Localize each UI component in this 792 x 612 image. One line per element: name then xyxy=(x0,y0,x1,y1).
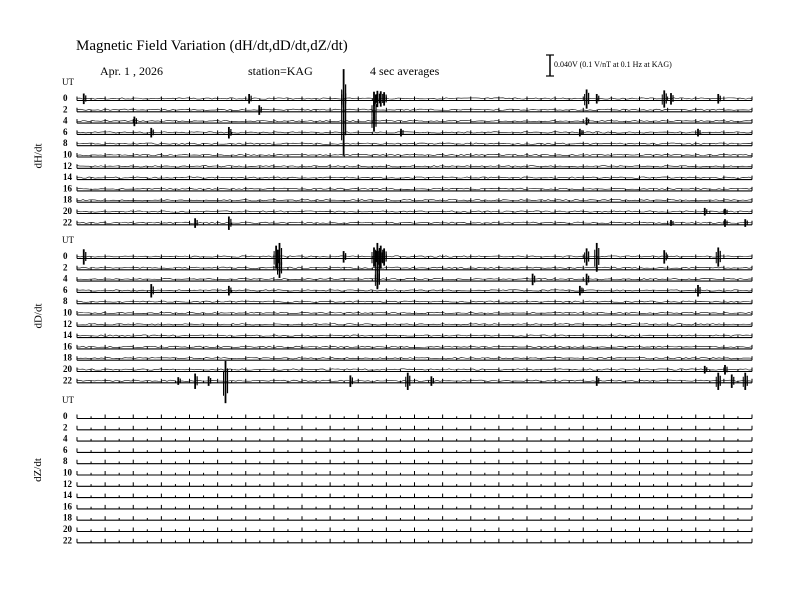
row-label: 8 xyxy=(63,296,68,307)
row-label: 8 xyxy=(63,138,68,149)
row-label: 14 xyxy=(63,490,72,501)
row-label: 16 xyxy=(63,501,72,512)
row-label: 12 xyxy=(63,160,72,171)
row-label: 22 xyxy=(63,535,72,546)
row-label: 16 xyxy=(63,183,72,194)
row-label: 14 xyxy=(63,172,72,183)
row-label: 16 xyxy=(63,341,72,352)
panel-title-dh: dH/dt xyxy=(32,143,45,169)
row-label: 6 xyxy=(63,444,68,455)
row-label: 18 xyxy=(63,512,72,523)
scale-label: 0.040V (0.1 V/nT at 0.1 Hz at KAG) xyxy=(554,60,672,69)
row-label: 2 xyxy=(63,422,68,433)
row-label: 14 xyxy=(63,330,72,341)
row-label: 12 xyxy=(63,478,72,489)
chart-date: Apr. 1 , 2026 xyxy=(100,64,163,78)
row-label: 4 xyxy=(63,273,68,284)
station-label: station=KAG xyxy=(248,64,313,78)
row-label: 22 xyxy=(63,217,72,228)
ut-label-2: UT xyxy=(62,395,74,405)
row-label: 4 xyxy=(63,115,68,126)
panel-title-dd: dD/dt xyxy=(32,303,45,329)
chart-title: Magnetic Field Variation (dH/dt,dD/dt,dZ/dt) xyxy=(76,38,348,54)
ut-label-0: UT xyxy=(62,77,74,87)
row-label: 18 xyxy=(63,194,72,205)
panel-title-dz: dZ/dt xyxy=(31,458,44,482)
row-label: 10 xyxy=(63,307,72,318)
row-label: 4 xyxy=(63,433,68,444)
row-label: 20 xyxy=(63,364,72,374)
row-label: 2 xyxy=(63,262,68,273)
row-label: 0 xyxy=(63,411,68,421)
row-label: 10 xyxy=(63,467,72,478)
ut-label-1: UT xyxy=(62,235,74,245)
row-label: 6 xyxy=(63,284,68,295)
row-label: 22 xyxy=(63,375,72,386)
row-label: 20 xyxy=(63,524,72,534)
row-label: 0 xyxy=(63,93,68,103)
row-label: 12 xyxy=(63,318,72,329)
row-label: 2 xyxy=(63,104,68,115)
row-label: 0 xyxy=(63,251,68,261)
row-label: 20 xyxy=(63,206,72,216)
row-label: 18 xyxy=(63,352,72,363)
row-label: 6 xyxy=(63,126,68,137)
row-label: 10 xyxy=(63,149,72,160)
row-label: 8 xyxy=(63,456,68,467)
averaging-label: 4 sec averages xyxy=(370,64,440,78)
